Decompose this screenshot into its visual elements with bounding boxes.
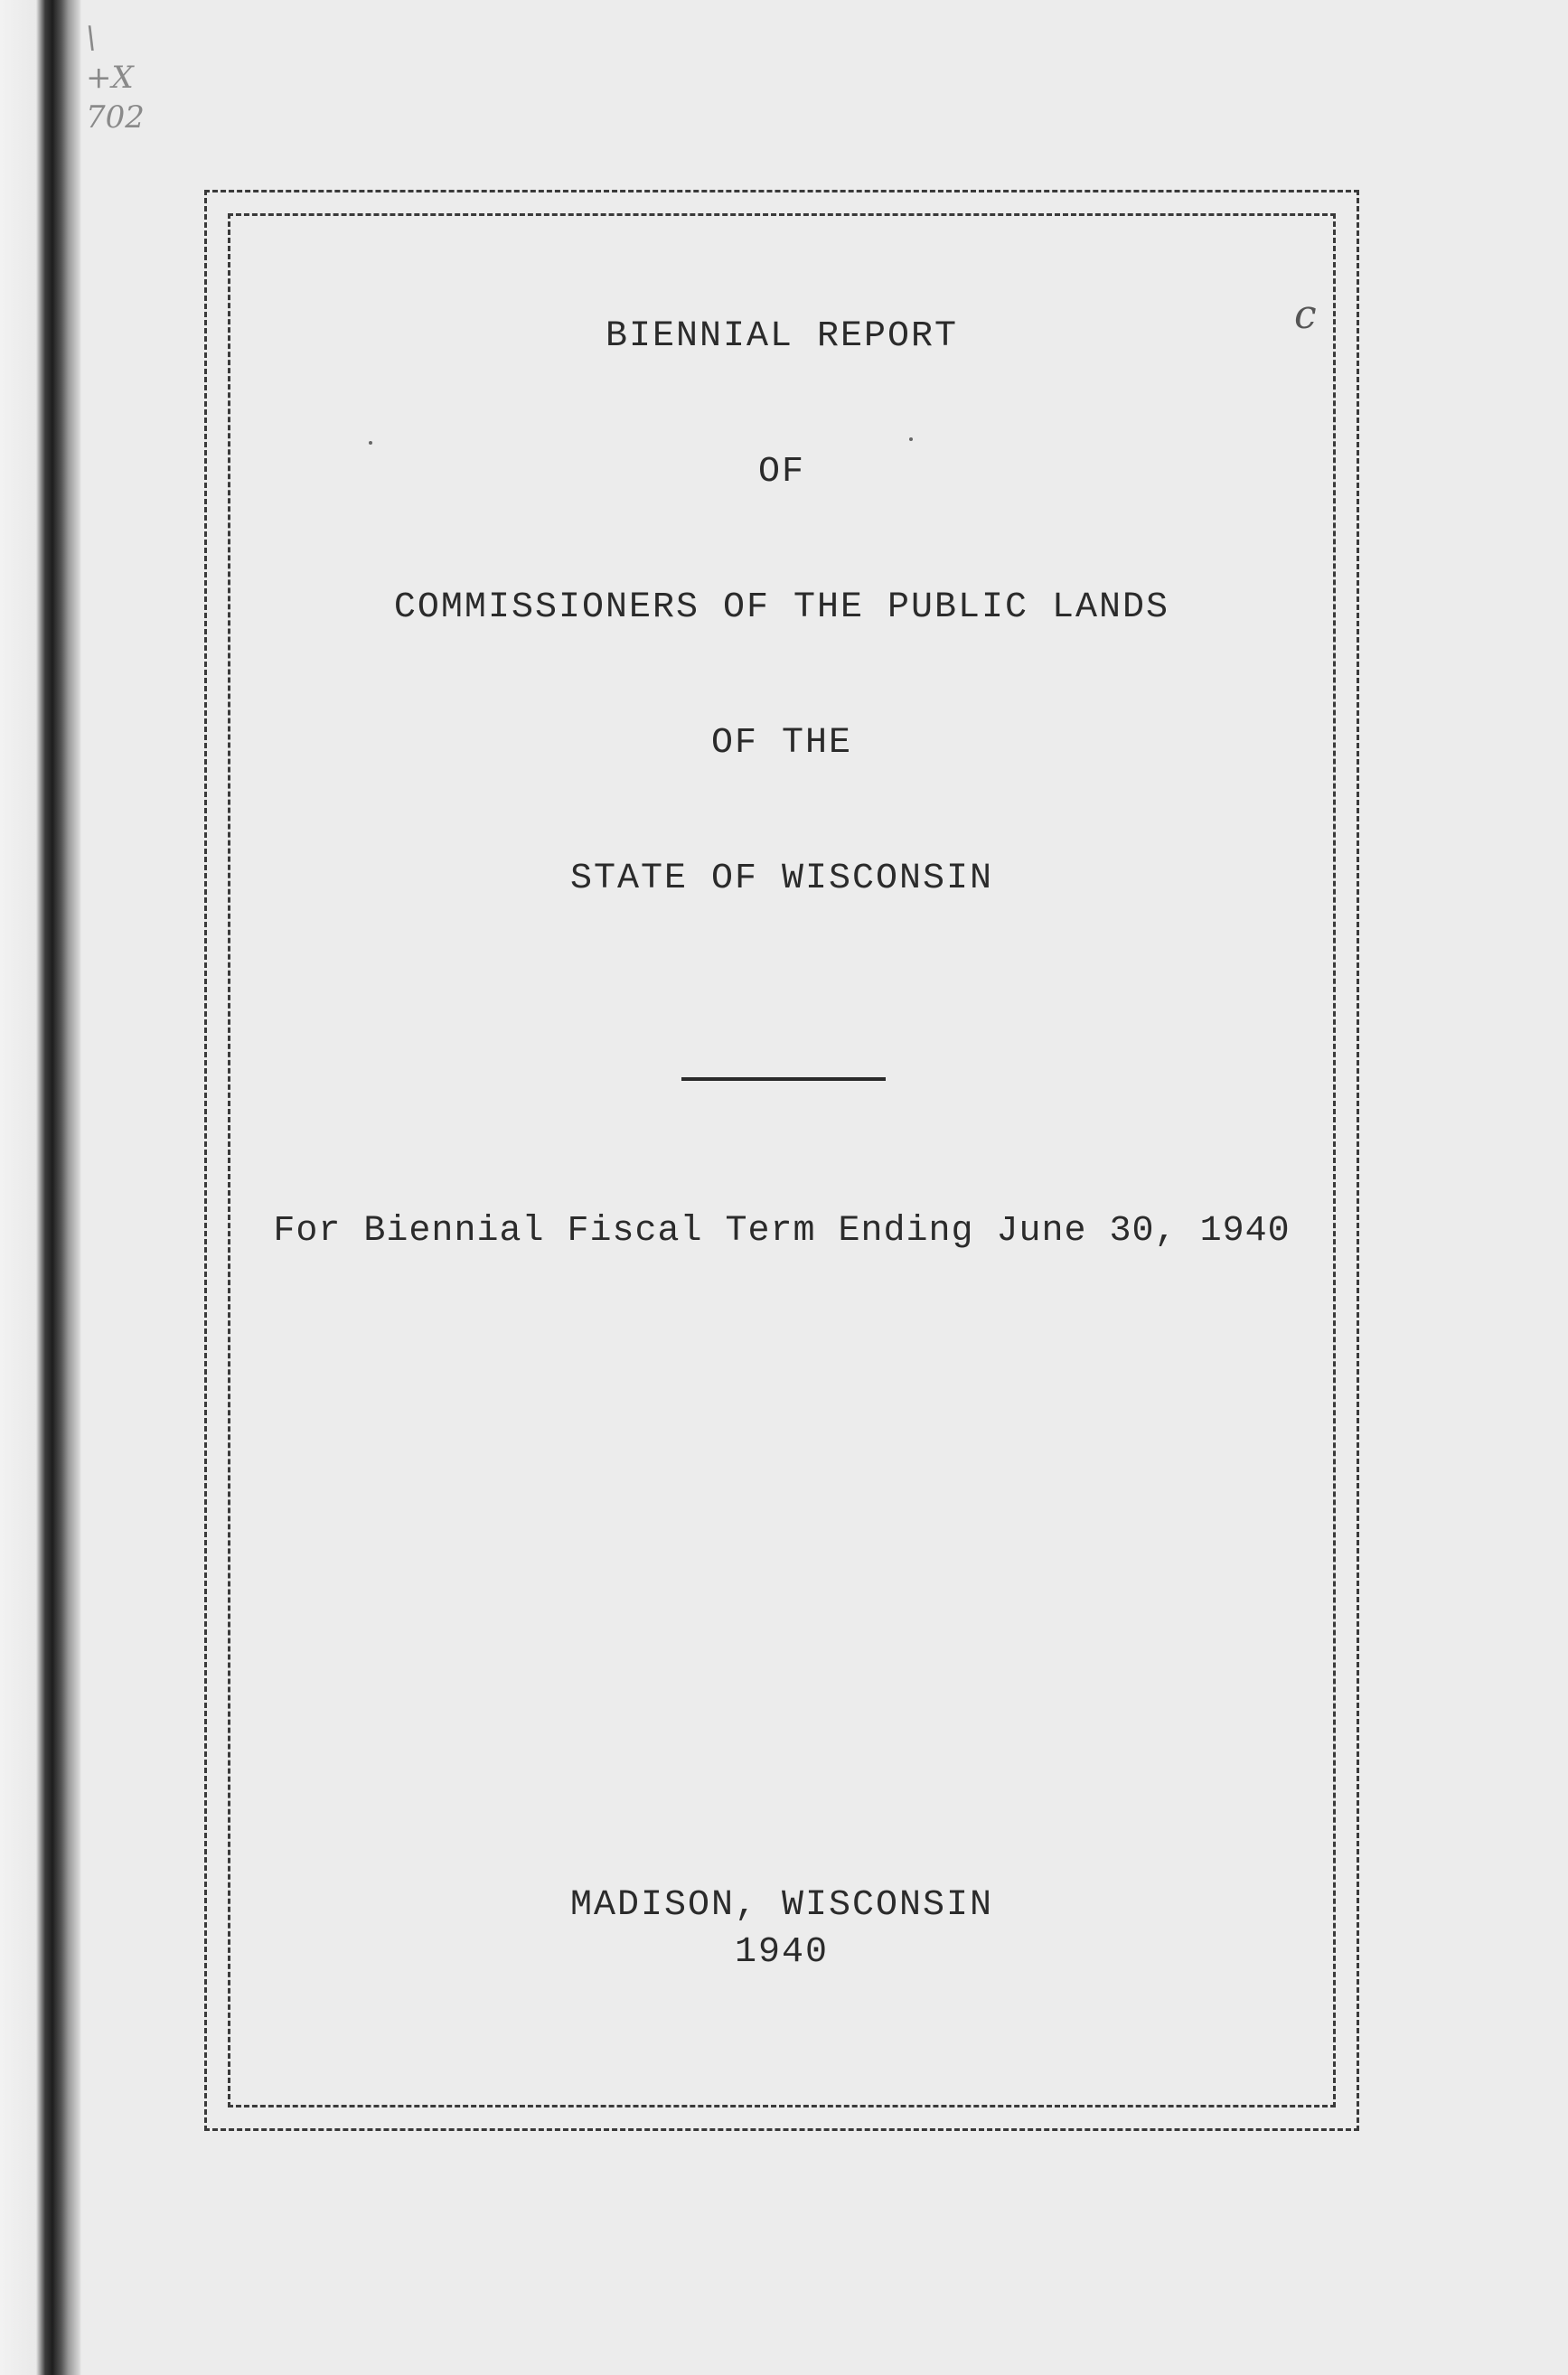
marginalia-line: 702 xyxy=(86,99,145,136)
speck xyxy=(369,441,372,445)
title-line-4: OF THE xyxy=(710,723,853,764)
title-line-3: COMMISSIONERS OF THE PUBLIC LANDS xyxy=(393,587,1170,628)
speck xyxy=(909,437,913,441)
title-line-1: BIENNIAL REPORT xyxy=(605,316,959,357)
inner-border xyxy=(228,213,1336,2107)
imprint-place: MADISON, WISCONSIN xyxy=(569,1885,994,1926)
title-line-5: STATE OF WISCONSIN xyxy=(569,859,994,899)
title-divider xyxy=(681,1077,886,1081)
title-line-2: OF xyxy=(757,452,805,493)
handwritten-marginalia xyxy=(86,18,212,154)
pen-mark: c xyxy=(1294,292,1317,338)
fiscal-term: For Biennial Fiscal Term Ending June 30, 1940 xyxy=(273,1211,1291,1252)
marginalia-line: \ xyxy=(86,20,97,56)
imprint-year: 1940 xyxy=(734,1932,829,1973)
binding-spine xyxy=(0,0,81,2375)
marginalia-line: +X xyxy=(86,60,134,96)
